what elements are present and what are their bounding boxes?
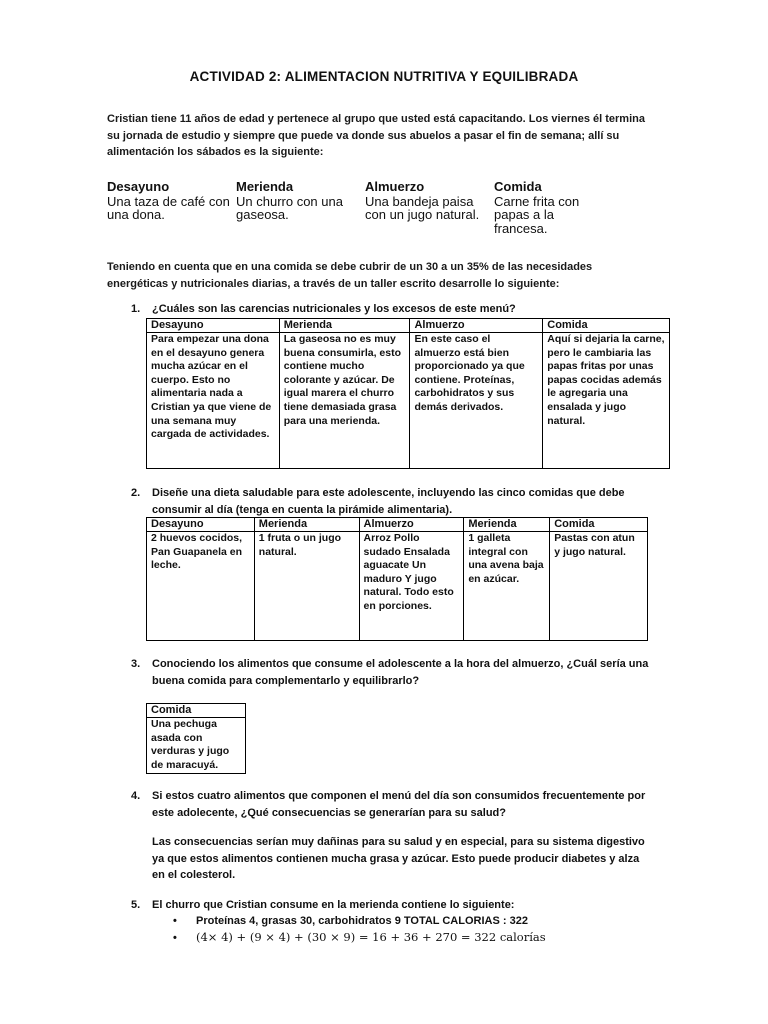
table-cell: Aquí si dejaria la carne, pero le cambiaria las papas fritas por unas papas cocidas además le agregaria una ensalada y jugo natural. xyxy=(543,333,670,469)
table-cell: 1 fruta o un jugo natural. xyxy=(254,532,359,641)
table-header: Merienda xyxy=(254,518,359,532)
table-header: Desayuno xyxy=(147,319,280,333)
question-4-answer: Las consecuencias serían muy dañinas para su salud y en especial, para su sistema digestivo ya que estos alimentos contienen mucha grasa y azúcar. Esto puede producir diabetes y alza en el colesterol. xyxy=(152,836,645,881)
meal-desc: Un churro con una gaseosa. xyxy=(236,193,343,222)
instructions-paragraph: Teniendo en cuenta que en una comida se debe cubrir de un 30 a un 35% de las necesidades energéticas y nutricionales diarias, a través de un taller escrito desarrolle lo siguiente: xyxy=(107,261,593,290)
table-header: Almuerzo xyxy=(359,518,464,532)
intro-paragraph: Cristian tiene 11 años de edad y pertenece al grupo que usted está capacitando. Los viernes él termina su jornada de estudio y siempre que puede va donde sus abuelos a pasar el fin de semana; allí su alimentación los sábados es la siguiente: xyxy=(107,113,645,158)
table-cell: 1 galleta integral con una avena baja en azúcar. xyxy=(464,532,550,641)
question-5-number: 5. xyxy=(131,899,141,911)
question-1-number: 1. xyxy=(131,303,141,315)
question-5-text: El churro que Cristian consume en la merienda contiene lo siguiente: xyxy=(152,899,515,911)
meal-merienda xyxy=(236,180,346,222)
table-cell: Para empezar una dona en el desayuno genera mucha azúcar en el cuerpo. Esto no alimentaria nada a Cristian ya que viene de una semana muy cargada de actividades. xyxy=(147,333,280,469)
table-header: Comida xyxy=(550,518,648,532)
meal-name: Merienda xyxy=(236,179,294,194)
bullet-2-equation: (4× 4) + (9 × 4) + (30 × 9) = 16 + 36 + 270 = 322 calorías xyxy=(196,930,546,944)
table-header: Merienda xyxy=(464,518,550,532)
meal-almuerzo xyxy=(365,180,487,222)
meal-name: Almuerzo xyxy=(365,179,425,194)
meal-desc: Una taza de café con una dona. xyxy=(107,193,230,222)
table-cell: Una pechuga asada con verduras y jugo de maracuyá. xyxy=(147,718,246,774)
question-1-text: ¿Cuáles son las carencias nutricionales y los excesos de este menú? xyxy=(152,303,516,315)
table-header: Merienda xyxy=(279,319,410,333)
meal-desc: Una bandeja paisa con un jugo natural. xyxy=(365,193,480,222)
table-cell: 2 huevos cocidos, Pan Guapanela en leche. xyxy=(147,532,255,641)
meal-desayuno xyxy=(107,180,232,222)
table-header: Comida xyxy=(147,704,246,718)
meal-name: Comida xyxy=(494,179,542,194)
table-header: Comida xyxy=(543,319,670,333)
table-cell: La gaseosa no es muy buena consumirla, esto contiene mucho colorante y azúcar. De igual marera el churro tiene demasiada grasa para una merienda. xyxy=(279,333,410,469)
meal-comida xyxy=(494,180,604,235)
table-q3 xyxy=(146,703,246,774)
bullet-1-text: Proteínas 4, grasas 30, carbohidratos 9 TOTAL CALORIAS : 322 xyxy=(196,915,528,927)
table-header: Desayuno xyxy=(147,518,255,532)
meal-name: Desayuno xyxy=(107,179,170,194)
page-title: ACTIVIDAD 2: ALIMENTACION NUTRITIVA Y EQUILIBRADA xyxy=(189,69,579,84)
bullet-2-marker: • xyxy=(173,932,177,944)
question-2-number: 2. xyxy=(131,487,141,499)
table-cell: Arroz Pollo sudado Ensalada aguacate Un maduro Y jugo natural. Todo esto en porciones. xyxy=(359,532,464,641)
table-cell: Pastas con atun y jugo natural. xyxy=(550,532,648,641)
question-3-number: 3. xyxy=(131,658,141,670)
question-4-number: 4. xyxy=(131,790,141,802)
question-2-text: Diseñe una dieta saludable para este adolescente, incluyendo las cinco comidas que debe consumir al día (tenga en cuenta la pirámide alimentaria). xyxy=(152,487,625,516)
question-3-text: Conociendo los alimentos que consume el adolescente a la hora del almuerzo, ¿Cuál sería una buena comida para complementarlo y equilibrarlo? xyxy=(152,658,649,687)
question-4-text: Si estos cuatro alimentos que componen el menú del día son consumidos frecuentemente por este adolecente, ¿Qué consecuencias se generarían para su salud? xyxy=(152,790,646,819)
table-q1 xyxy=(146,318,670,469)
meal-desc: Carne frita con papas a la francesa. xyxy=(494,193,580,236)
table-header: Almuerzo xyxy=(410,319,543,333)
table-q2 xyxy=(146,517,648,641)
bullet-1-marker: • xyxy=(173,915,177,927)
table-cell: En este caso el almuerzo está bien proporcionado ya que contiene. Proteínas, carbohidratos y sus demás derivados. xyxy=(410,333,543,469)
